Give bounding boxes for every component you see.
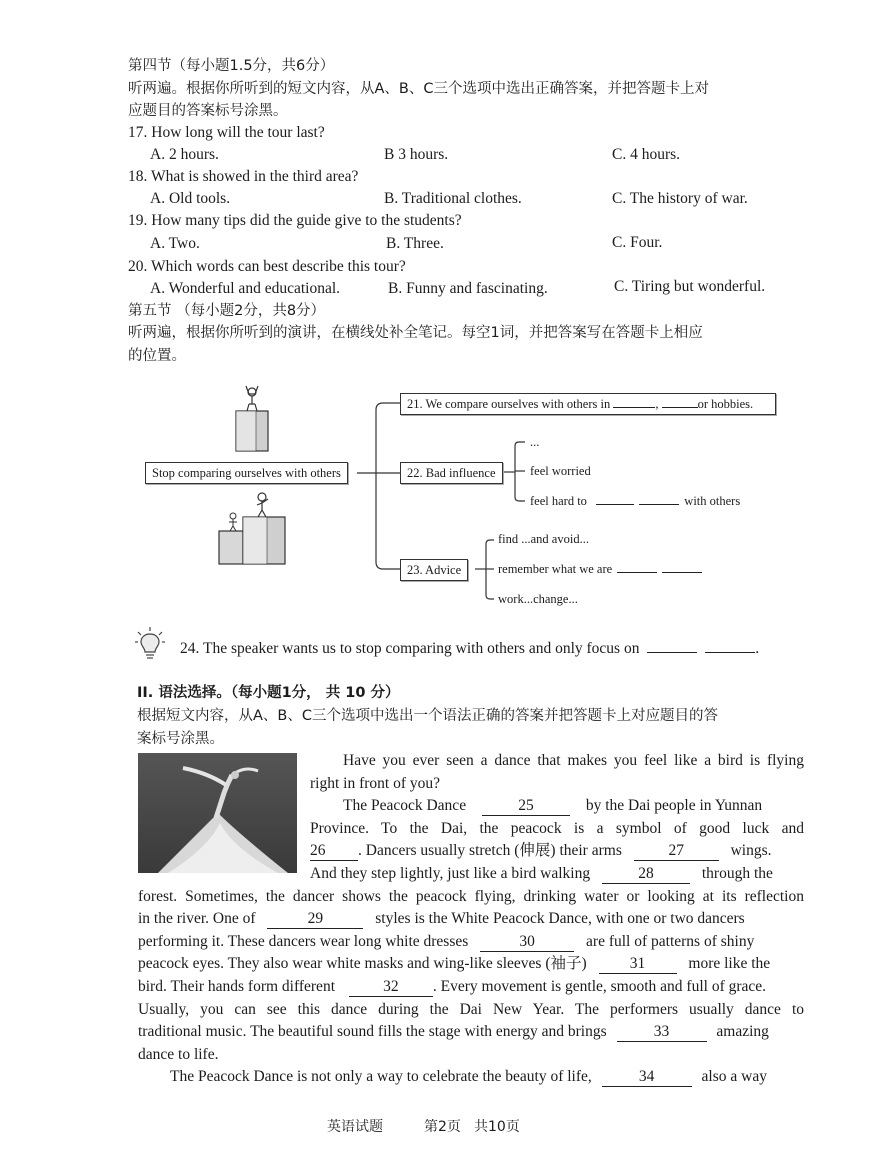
footer-page: 第2页 [424, 1119, 461, 1135]
option-19c[interactable]: C. Four. [612, 234, 663, 251]
section4-title: 第四节（每小题1.5分，共6分） [128, 58, 335, 74]
question-24-text: 24. The speaker wants us to stop comparing with others and only focus on [180, 640, 640, 657]
node-23-item-find: find ...and avoid... [498, 532, 589, 546]
option-17c[interactable]: C. 4 hours. [612, 146, 681, 163]
option-17a[interactable]: A. 2 hours. [150, 146, 219, 163]
option-18a[interactable]: A. Old tools. [150, 190, 231, 207]
node-22-item-hard [530, 493, 740, 509]
answer-blank-21a[interactable] [613, 407, 655, 408]
answer-blank-23a[interactable] [617, 572, 657, 573]
answer-blank-22a[interactable] [596, 504, 634, 505]
answer-blank-32[interactable]: 32 [349, 978, 433, 997]
answer-blank-22b[interactable] [639, 504, 679, 505]
passage-line: forest. Sometimes, the dancer shows the peacock flying, drinking water or looking at its reflection [138, 887, 804, 905]
node-22-item-others: with others [684, 494, 741, 508]
answer-blank-21b[interactable] [662, 407, 698, 408]
section5-instruction: 听两遍，根据你所听到的演讲，在横线处补全笔记。每空1词，并把答案写在答题卡上相应 [128, 325, 703, 341]
question-19: 19. How many tips did the guide give to the students? [128, 212, 462, 229]
question-17: 17. How long will the tour last? [128, 124, 325, 141]
section5-instruction-cont: 的位置。 [128, 348, 186, 364]
mindmap-center-node: Stop comparing ourselves with others [145, 462, 348, 484]
option-20c[interactable]: C. Tiring but wonderful. [614, 278, 766, 295]
passage-line: bird. Their hands form different 32 . Every movement is gentle, smooth and full of grace. [138, 977, 767, 995]
passage-line: And they step lightly, just like a bird walking 28 through the [310, 864, 773, 882]
podium-illustration-top [236, 386, 268, 451]
section2-instruction: 根据短文内容，从A、B、C三个选项中选出一个语法正确的答案并把答题卡上对应题目的答 [137, 708, 718, 724]
passage-line: The Peacock Dance is not only a way to celebrate the beauty of life, 34 also a way [170, 1068, 767, 1086]
passage-line: Province. To the Dai, the peacock is a symbol of good luck and [310, 819, 804, 837]
passage-line: in the river. One of 29 styles is the White Peacock Dance, with one or two dancers [138, 910, 745, 928]
answer-blank-34[interactable]: 34 [602, 1068, 692, 1087]
node-21-suffix: or hobbies. [697, 397, 754, 411]
node-21-prefix: 21. We compare ourselves with others in [407, 397, 611, 411]
answer-blank-26[interactable]: 26 [310, 842, 358, 861]
passage-line: peacock eyes. They also wear white masks and wing-like sleeves (袖子) 31 more like the [138, 955, 771, 973]
answer-blank-24b[interactable] [705, 652, 755, 653]
option-19b[interactable]: B. Three. [386, 235, 444, 252]
section4-instruction-cont: 应题目的答案标号涂黑。 [128, 103, 288, 119]
question-20: 20. Which words can best describe this tour? [128, 258, 406, 275]
lightbulb-icon [135, 626, 165, 662]
passage-line: performing it. These dancers wear long white dresses 30 are full of patterns of shiny [138, 932, 755, 950]
answer-blank-23b[interactable] [662, 572, 702, 573]
section4-instruction: 听两遍。根据你所听到的短文内容，从A、B、C三个选项中选出正确答案，并把答题卡上对 [128, 81, 709, 97]
podium-illustration-bottom [219, 493, 285, 564]
option-20b[interactable]: B. Funny and fascinating. [388, 280, 548, 297]
option-20a[interactable]: A. Wonderful and educational. [150, 280, 341, 297]
option-19a[interactable]: A. Two. [150, 235, 200, 252]
node-22-item-ellipsis: ... [530, 435, 540, 449]
passage-line: dance to life. [138, 1045, 219, 1063]
passage-line: Have you ever seen a dance that makes you feel like a bird is flying [343, 752, 804, 769]
question-24-end: . [755, 640, 760, 657]
node-23-item-work: work...change... [498, 592, 578, 606]
footer-subject: 英语试题 [327, 1119, 383, 1135]
section2-instruction-cont: 案标号涂黑。 [137, 731, 224, 747]
node-22-item-worried: feel worried [530, 464, 591, 478]
option-17b[interactable]: B 3 hours. [384, 146, 449, 163]
option-18c[interactable]: C. The history of war. [612, 190, 748, 207]
passage-line: Usually, you can see this dance during the Dai New Year. The performers usually dance to [138, 1000, 804, 1018]
answer-blank-31[interactable]: 31 [599, 955, 677, 974]
mindmap-node-23: 23. Advice [400, 559, 468, 581]
mindmap-node-22: 22. Bad influence [400, 462, 503, 484]
mindmap-node-21 [400, 393, 776, 415]
answer-blank-24a[interactable] [647, 652, 697, 653]
node-23-item-remember [498, 561, 702, 577]
node-23-item-remember-label: remember what we are [498, 562, 613, 576]
grammar-passage [138, 750, 804, 1089]
option-18b[interactable]: B. Traditional clothes. [384, 190, 522, 207]
answer-blank-30[interactable]: 30 [480, 933, 574, 952]
passage-line: 26 . Dancers usually stretch (伸展) their arms 27 wings. [310, 842, 772, 860]
answer-blank-25[interactable]: 25 [482, 797, 570, 816]
node-21-separator: , [655, 397, 659, 411]
passage-line: traditional music. The beautiful sound fills the stage with energy and brings 33 amazing [138, 1023, 769, 1041]
answer-blank-27[interactable]: 27 [634, 842, 719, 861]
passage-line: right in front of you? [310, 774, 441, 792]
answer-blank-33[interactable]: 33 [617, 1023, 707, 1042]
section5-title: 第五节 （每小题2分，共8分） [128, 303, 326, 319]
footer-total: 共10页 [474, 1119, 520, 1135]
node-22-item-hard-label: feel hard to [530, 494, 587, 508]
answer-blank-28[interactable]: 28 [602, 865, 690, 884]
answer-blank-29[interactable]: 29 [267, 910, 363, 929]
passage-line: The Peacock Dance 25 by the Dai people in Yunnan [343, 797, 763, 815]
question-18: 18. What is showed in the third area? [128, 168, 359, 185]
question-24 [180, 639, 759, 659]
section2-title: II. 语法选择。（每小题1分， 共 10 分） [137, 685, 400, 701]
